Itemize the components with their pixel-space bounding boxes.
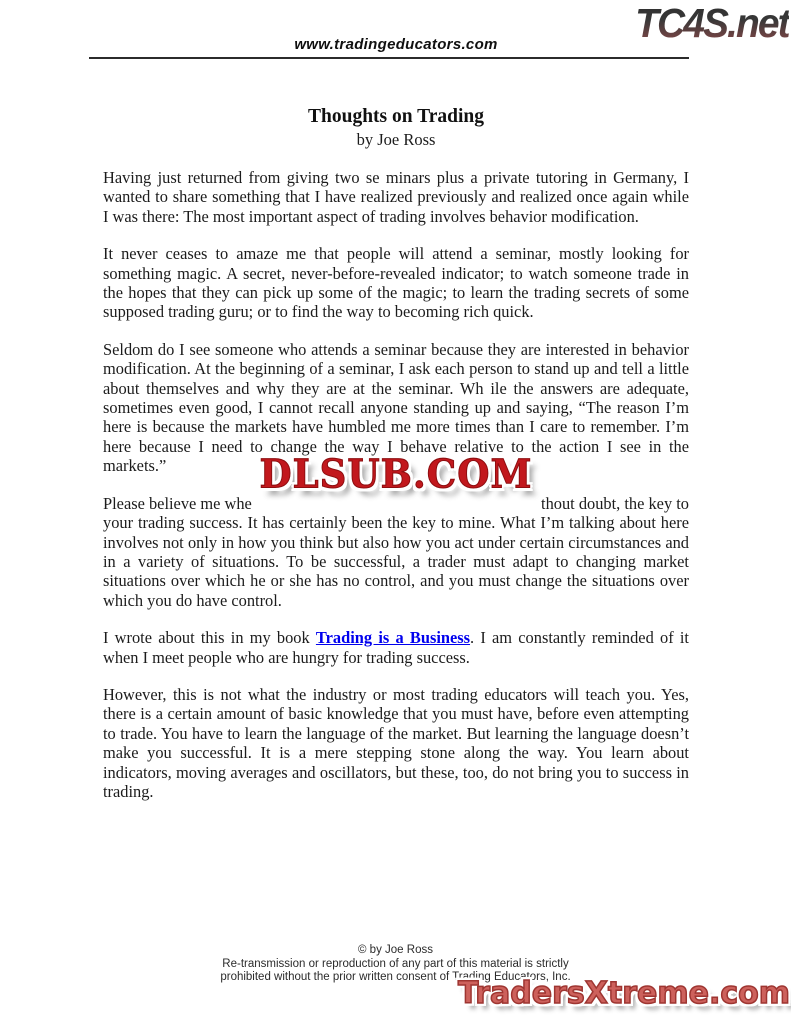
- site-url-header: www.tradingeducators.com: [294, 36, 498, 53]
- trading-is-a-business-link[interactable]: Trading is a Business: [315, 628, 471, 648]
- paragraph-4: [103, 450, 689, 610]
- tradersxtreme-watermark-logo: TradersXtreme.com: [458, 976, 790, 1011]
- tc4s-watermark-logo: TC4S.net: [635, 0, 789, 46]
- paragraph-2: It never ceases to amaze me that people will attend a seminar, mostly looking for something magic. A secret, never-before-revealed indicator; to watch someone trade in the hopes that they can pick up some of the magic; to learn the trading secrets of some supposed trading guru; or to find the way to becoming rich quick.: [103, 244, 689, 322]
- byline: by Joe Ross: [356, 130, 436, 149]
- paragraph-3: Seldom do I see someone who attends a seminar because they are interested in behavior modification. At the beginning of a seminar, I ask each person to stand up and tell a little about themselves and why they are at the seminar. Wh ile the answers are adequate, sometimes even good, I cannot recall anyone standing up and saying, “The reason I’m here is because the markets have humbled me more times than I care to remember. I’m here because I need to change the way I behave relative to the action I see in the markets.”: [103, 339, 689, 476]
- paragraph-4-rest: your trading success. It has certainly been the key to mine. What I’m talking about here involves not only in how you think but also how you act under certain circumstances and in a variety of situations. To be successful, a trader must adapt to changing market situations over which he or she has no control, and you must change the situations over which you do have control.: [103, 513, 689, 610]
- paragraph-5: [103, 628, 689, 667]
- page-title: Thoughts on Trading: [308, 106, 484, 127]
- page-content: [103, 0, 689, 801]
- paragraph-5-after-link: . I am constantly reminded of it when I meet people who are hungry for trading success.: [103, 628, 689, 667]
- paragraph-4-left-fragment: Please believe me whe: [103, 493, 252, 513]
- paragraph-4-right-fragment: thout doubt, the key to: [541, 493, 689, 513]
- copyright-line: © by Joe Ross: [358, 944, 433, 956]
- dlsub-watermark-logo: DLSUB.COM: [259, 450, 533, 497]
- header-rule: [89, 57, 689, 59]
- prohibited-line: prohibited without the prior written consent of Trading Educators, Inc.: [220, 971, 571, 983]
- paragraph-1: Having just returned from giving two se minars plus a private tutoring in Germany, I wanted to share something that I have realized previously and realized once again while I was there: The most important aspect of trading involves behavior modification.: [103, 168, 689, 226]
- paragraph-5-before-link: I wrote about this in my book: [103, 628, 316, 648]
- paragraph-6: However, this is not what the industry or most trading educators will teach you. Yes, there is a certain amount of basic knowledge that you must have, before even attempting to trade. You have to learn the language of the market. But learning the language doesn’t make you successful. It is a mere stepping stone along the way. You learn about indicators, moving averages and oscillators, but these, too, do not bring you to success in trading.: [103, 684, 689, 801]
- retransmission-line: Re-transmission or reproduction of any part of this material is strictly: [222, 957, 569, 970]
